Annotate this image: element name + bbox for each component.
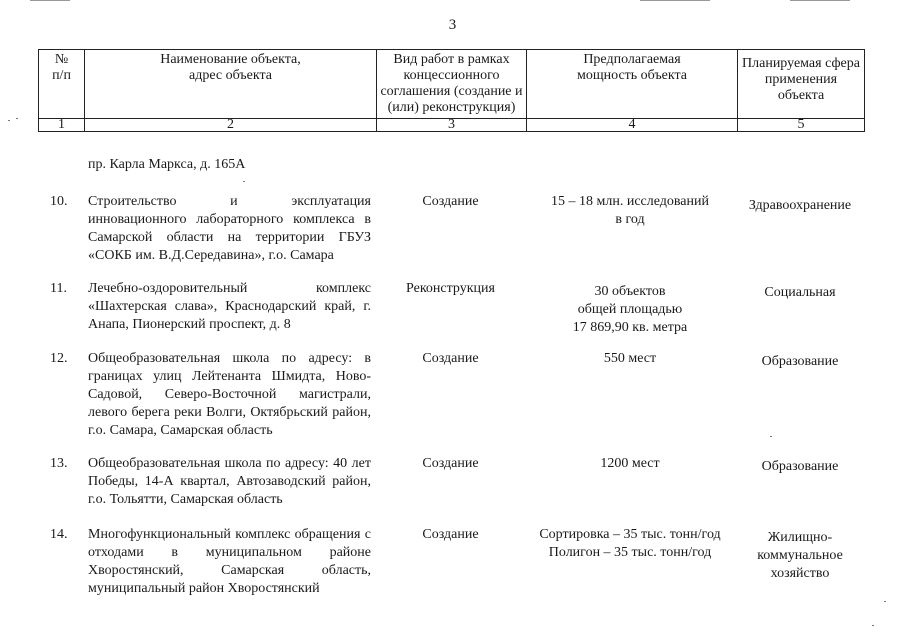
work-type: Создание [422,527,479,542]
header-num-5: 5 [738,119,865,132]
work-type: Создание [422,194,479,209]
header-col-capacity: Предполагаемая мощность объекта [527,50,738,119]
object-name: Общеобразовательная школа по адресу: в границах улиц Лейтенанта Шмидта, Ново-Садовой, Северо-Восточной магистрали, левого берега реки Волги, Октябрьский район, г.о. Самара, Самарская область [88,351,371,438]
work-type: Создание [422,456,479,471]
object-name: Лечебно-оздоровительный комплекс «Шахтерская слава», Краснодарский край, г. Анапа, Пионерский проспект, д. 8 [88,281,371,332]
object-name: Строительство и эксплуатация инновационного лабораторного комплекса в Самарской области на территории ГБУЗ «СОКБ им. В.Д.Середавина», г.о. Самара [88,194,371,263]
sphere: Жилищно- коммунальное хозяйство [757,530,843,581]
scan-speck [872,625,874,626]
header-num-1: 1 [39,119,85,132]
scan-speck [16,118,18,119]
page-number: 3 [448,17,457,33]
row-number: 10. [50,194,68,209]
work-type: Создание [422,351,479,366]
header-col-name: Наименование объекта, адрес объекта [85,50,377,119]
scan-speck [884,601,886,602]
row-number: 11. [50,281,67,296]
scan-speck [770,436,772,437]
row-number: 12. [50,351,68,366]
header-col-sphere: Планируемая сфера применения объекта [738,50,865,119]
header-col-number: № п/п [39,50,85,119]
capacity: 30 объектов общей площадью 17 869,90 кв. метра [572,284,688,335]
capacity: 15 – 18 млн. исследований в год [550,194,709,227]
header-num-3: 3 [377,119,527,132]
sphere: Образование [761,354,839,369]
capacity: Сортировка – 35 тыс. тонн/год Полигон – 35 тыс. тонн/год [539,527,721,560]
object-name: Многофункциональный комплекс обращения с отходами в муниципальном районе Хворостянский, Самарская область, муниципальный район Хворостянский [88,527,371,596]
header-num-2: 2 [85,119,377,132]
sphere: Образование [761,459,839,474]
scan-edge-mark [790,0,850,1]
header-num-4: 4 [527,119,738,132]
sphere: Социальная [764,285,836,300]
scan-speck [8,120,10,121]
header-col-work-type: Вид работ в рамках концессионного соглашения (создание и (или) реконструкция) [377,50,527,119]
row-number: 14. [50,527,68,542]
object-name: Общеобразовательная школа по адресу: 40 лет Победы, 14-А квартал, Автозаводский район, г.о. Тольятти, Самарская область [88,456,371,507]
capacity: 550 мест [603,351,657,366]
scan-edge-mark [640,0,710,1]
work-type: Реконструкция [406,281,495,296]
row-number: 13. [50,456,68,471]
scan-edge-mark [30,0,70,1]
scan-speck [243,181,245,182]
continuation-text: пр. Карла Маркса, д. 165А [88,157,246,172]
sphere: Здравоохранение [748,198,852,213]
table-header [38,49,865,132]
capacity: 1200 мест [600,456,660,471]
